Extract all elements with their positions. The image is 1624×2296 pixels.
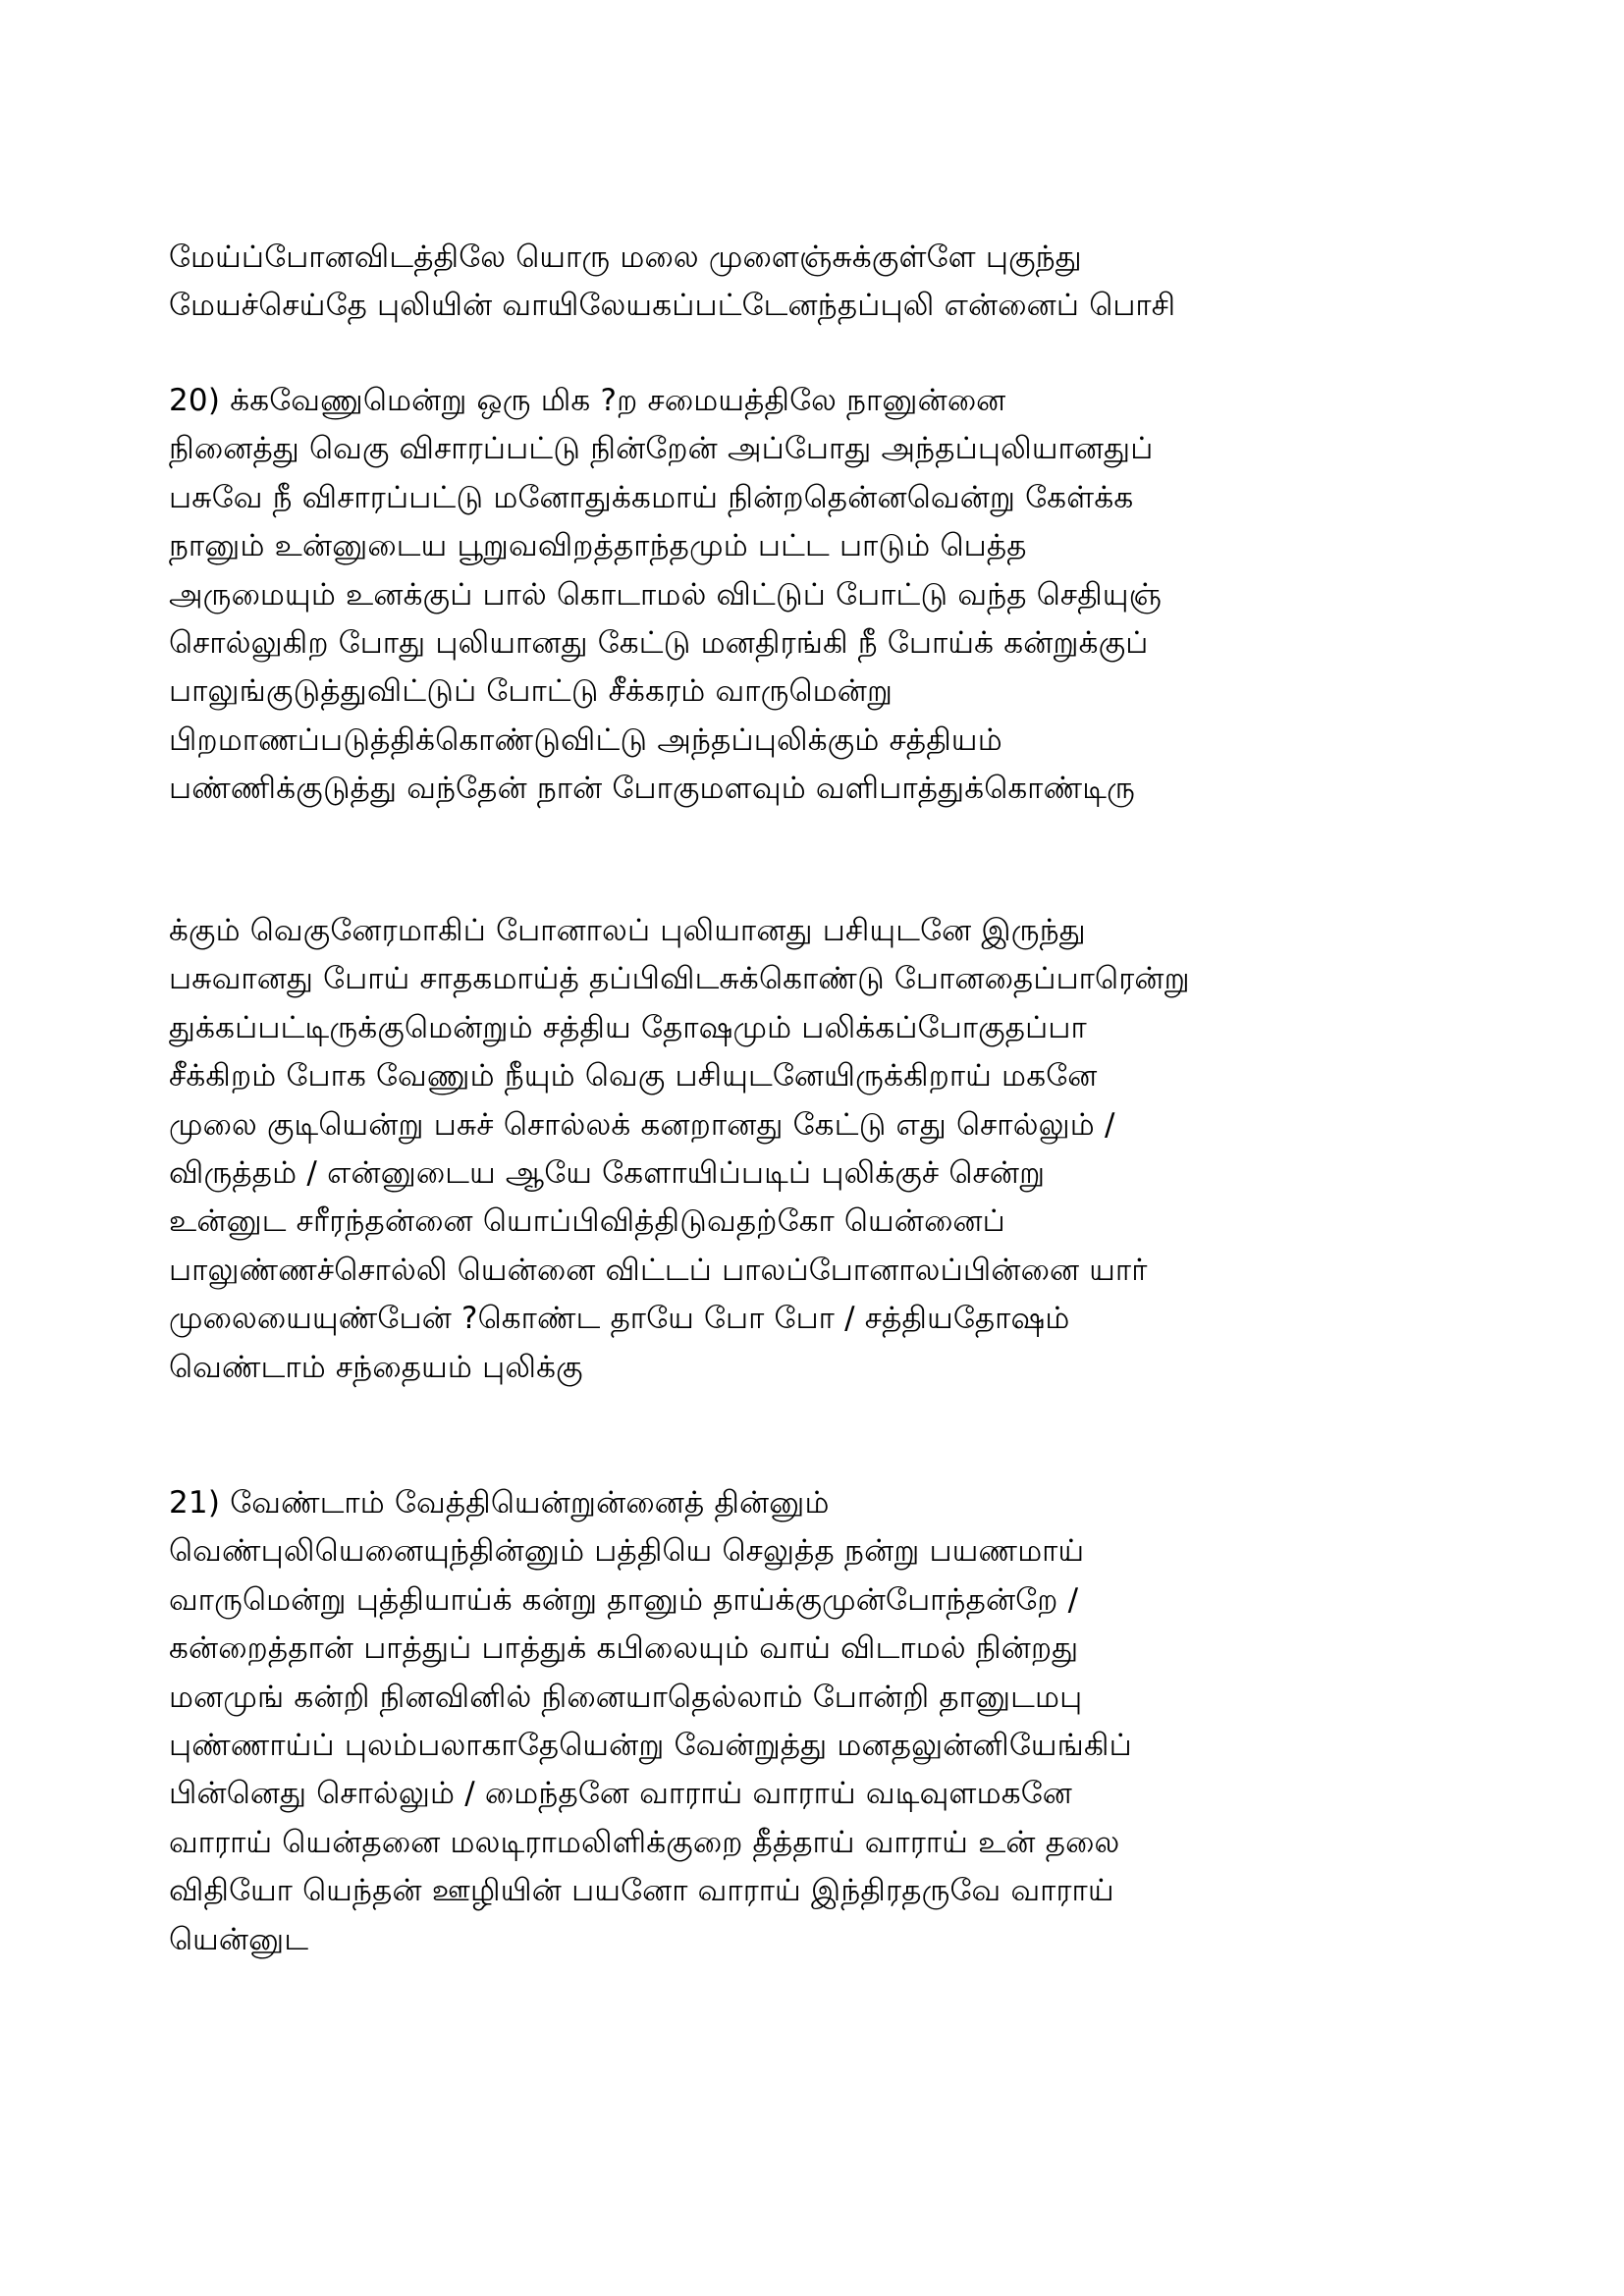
text-line: பண்ணிக்குடுத்து வந்தேன் நான் போகுமளவும் வளிபாத்துக்கொண்டிரு [169, 771, 1136, 807]
text-line: அருமையும் உனக்குப் பால் கொடாமல் விட்டுப் போட்டு வந்த செதியுஞ் [169, 576, 1163, 613]
text-line: சொல்லுகிற போது புலியானது கேட்டு மனதிரங்கி நீ போய்க் கன்றுக்குப் [169, 625, 1149, 662]
text-line: வாருமென்று புத்தியாய்க் கன்று தானும் தாய்க்குமுன்போந்தன்றே / [169, 1581, 1079, 1618]
text-line: பசுவானது போய் சாதகமாய்த் தப்பிவிடசுக்கொண்டு போனதைப்பாரென்று [169, 961, 1190, 997]
text-line: உன்னுட சரீரந்தன்னை யொப்பிவித்திடுவதற்கோ யென்னைப் [169, 1203, 1005, 1240]
text-line: நினைத்து வெகு விசாரப்பட்டு நின்றேன் அப்போது அந்தப்புலியானதுப் [169, 431, 1154, 467]
text-line: பிறமாணப்படுத்திக்கொண்டுவிட்டு அந்தப்புலிக்கும் சத்தியம் [169, 721, 1002, 758]
text-line: வெண்புலியெனையுந்தின்னும் பத்தியெ செலுத்த நன்று பயணமாய் [169, 1533, 1085, 1570]
text-line: பசுவே நீ விசாரப்பட்டு மனோதுக்கமாய் நின்றதென்னவென்று கேள்க்க [169, 479, 1134, 515]
text-line: முலையையுண்பேன் ?கொண்ட தாயே போ போ / சத்தியதோஷம் [169, 1301, 1070, 1337]
text-line: முலை குடியென்று பசுச் சொல்லக் கனறானது கேட்டு எது சொல்லும் / [169, 1106, 1115, 1143]
text-line: விருத்தம் / என்னுடைய ஆயே கேளாயிப்படிப் புலிக்குச் சென்று [169, 1155, 1046, 1192]
text-line: துக்கப்பட்டிருக்குமென்றும் சத்திய தோஷமும் பலிக்கப்போகுதப்பா [169, 1009, 1087, 1045]
text-line: மேயச்செய்தே புலியின் வாயிலேயகப்பட்டேனந்தப்புலி என்னைப் பொசி [169, 288, 1176, 324]
text-line: புண்ணாய்ப் புலம்பலாகாதேயென்று வேன்றுத்து மனதலுன்னியேங்கிப் [169, 1728, 1132, 1764]
paragraph-3 [169, 907, 1514, 1392]
text-line: மனமுங் கன்றி நினவினில் நினையாதெல்லாம் போன்றி தானுடமபு [169, 1679, 1083, 1715]
text-line: பின்னெது சொல்லும் / மைந்தனே வாராய் வாராய் வடிவுளமகனே [169, 1776, 1073, 1812]
paragraph-2 [169, 377, 1514, 814]
text-line: மேய்ப்போனவிடத்திலே யொரு மலை முளைஞ்சுக்குள்ளே புகுந்து [169, 240, 1082, 275]
text-line: வெண்டாம் சந்தையம் புலிக்கு [169, 1349, 583, 1385]
text-line: நானும் உன்னுடைய பூறுவவிறத்தாந்தமும் பட்ட பாடும் பெத்த [169, 528, 1027, 564]
text-line: விதியோ யெந்தன் ஊழியின் பயனோ வாராய் இந்திரதருவே வாராய் [169, 1873, 1114, 1909]
paragraph-1 [169, 234, 1514, 331]
text-line: 20) க்கவேணுமென்று ஒரு மிக ?ற சமையத்திலே நானுன்னை [169, 383, 1006, 418]
paragraph-4 [169, 1479, 1514, 1964]
text-line: கன்றைத்தான் பாத்துப் பாத்துக் கபிலையும் வாய் விடாமல் நின்றது [169, 1630, 1079, 1667]
text-line: யென்னுட [169, 1921, 309, 1957]
text-line: பாலுண்ணச்சொல்லி யென்னை விட்டப் பாலப்போனாலப்பின்னை யார் [169, 1252, 1148, 1288]
text-line: சீக்கிறம் போக வேணும் நீயும் வெகு பசியுடனேயிருக்கிறாய் மகனே [169, 1058, 1098, 1095]
text-line: பாலுங்குடுத்துவிட்டுப் போட்டு சீக்கரம் வாருமென்று [169, 673, 893, 710]
text-line: வாராய் யென்தனை மலடிராமலிளிக்குறை தீத்தாய் வாராய் உன் தலை [169, 1824, 1120, 1860]
text-line: 21) வேண்டாம் வேத்தியென்றுன்னைத் தின்னும் [169, 1485, 830, 1521]
text-line: க்கும் வெகுனேரமாகிப் போனாலப் புலியானது பசியுடனே இருந்து [169, 913, 1086, 948]
